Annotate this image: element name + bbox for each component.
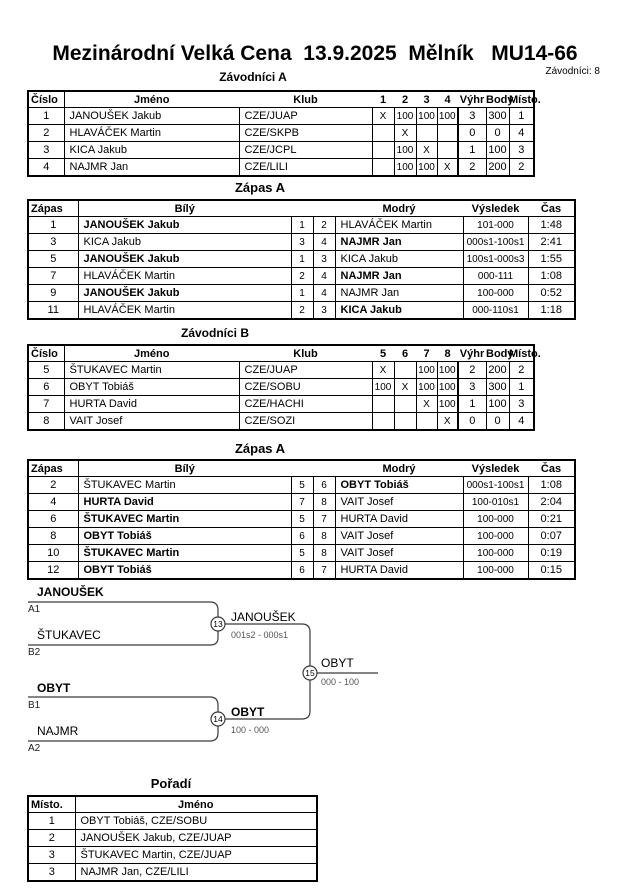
cell-wins: 3 xyxy=(458,379,486,396)
col-header-opp7: 7 xyxy=(416,345,437,362)
cell-result: 000s1-100s1 xyxy=(463,234,528,251)
col-header-number: Číslo xyxy=(28,91,64,108)
table-row xyxy=(28,217,575,234)
cell-white: ŠTUKAVEC Martin xyxy=(78,545,291,562)
cell-wins: 3 xyxy=(458,108,486,125)
match-number-15: 15 xyxy=(305,668,315,678)
cell-time: 0:21 xyxy=(528,511,575,528)
cell-club: CZE/SKPB xyxy=(239,125,372,142)
finals-bracket xyxy=(0,580,630,780)
cell-blue-no: 4 xyxy=(313,234,335,251)
col-header-blue: Modrý xyxy=(335,460,463,477)
standings-header-row xyxy=(28,796,317,813)
table-row xyxy=(28,125,534,142)
cell-white: KICA Jakub xyxy=(78,234,291,251)
cell-time: 1:55 xyxy=(528,251,575,268)
cell-blue: VAIT Josef xyxy=(335,494,463,511)
col-header-club: Klub xyxy=(239,91,372,108)
col-header-place: Místo. xyxy=(509,345,534,362)
cell-points: 100 xyxy=(486,142,509,159)
cell-blue-no: 8 xyxy=(313,528,335,545)
cell-number: 1 xyxy=(28,108,64,125)
section-heading-standings: Pořadí xyxy=(150,776,192,791)
bracket-score-15: 000 - 100 xyxy=(321,677,360,687)
cell-name: ŠTUKAVEC Martin xyxy=(64,362,239,379)
cell-blue-no: 8 xyxy=(313,494,335,511)
group-a-header-row xyxy=(28,91,534,108)
cell-grid xyxy=(372,142,394,159)
col-header-white: Bílý xyxy=(78,200,291,217)
cell-points: 100 xyxy=(486,396,509,413)
cell-points: 200 xyxy=(486,362,509,379)
matches-b-table xyxy=(27,459,576,580)
cell-time: 1:48 xyxy=(528,217,575,234)
cell-grid xyxy=(394,413,416,431)
table-row xyxy=(28,159,534,177)
col-header-opp1: 1 xyxy=(372,91,394,108)
cell-blue: KICA Jakub xyxy=(335,302,463,320)
cell-points: 200 xyxy=(486,159,509,177)
cell-match: 3 xyxy=(28,234,78,251)
cell-white: JANOUŠEK Jakub xyxy=(78,217,291,234)
table-row xyxy=(28,813,317,830)
col-header-white-no xyxy=(291,200,313,217)
table-row xyxy=(28,511,575,528)
cell-grid: 100 xyxy=(437,396,458,413)
cell-time: 1:08 xyxy=(528,477,575,494)
cell-white-no: 5 xyxy=(291,545,313,562)
cell-place: 1 xyxy=(28,813,75,830)
cell-white-no: 5 xyxy=(291,477,313,494)
cell-white-no: 1 xyxy=(291,251,313,268)
cell-time: 2:04 xyxy=(528,494,575,511)
col-header-opp4: 4 xyxy=(437,91,458,108)
cell-white-no: 2 xyxy=(291,302,313,320)
cell-result: 000-111 xyxy=(463,268,528,285)
cell-points: 0 xyxy=(486,413,509,431)
cell-blue: NAJMR Jan xyxy=(335,234,463,251)
col-header-name: Jméno xyxy=(75,796,317,813)
col-header-wins: Výhr xyxy=(458,91,486,108)
section-heading-group-b: Závodníci B xyxy=(180,326,249,340)
col-header-result: Výsledek xyxy=(463,460,528,477)
cell-points: 300 xyxy=(486,108,509,125)
cell-grid: X xyxy=(437,159,458,177)
cell-grid: 100 xyxy=(437,108,458,125)
bracket-winner-15: OBYT xyxy=(321,656,354,670)
cell-grid xyxy=(416,125,437,142)
cell-club: CZE/HACHI xyxy=(239,396,372,413)
table-row xyxy=(28,108,534,125)
table-row xyxy=(28,494,575,511)
cell-place: 3 xyxy=(28,847,75,864)
cell-name: JANOUŠEK Jakub, CZE/JUAP xyxy=(75,830,317,847)
cell-grid xyxy=(437,142,458,159)
col-header-white: Bílý xyxy=(78,460,291,477)
cell-number: 3 xyxy=(28,142,64,159)
cell-name: NAJMR Jan, CZE/LILI xyxy=(75,864,317,882)
cell-grid: X xyxy=(394,125,416,142)
col-header-match: Zápas xyxy=(28,200,78,217)
cell-white: ŠTUKAVEC Martin xyxy=(78,511,291,528)
bracket-name-b2: ŠTUKAVEC xyxy=(37,628,101,642)
cell-grid: 100 xyxy=(372,379,394,396)
cell-grid: X xyxy=(416,142,437,159)
cell-place: 4 xyxy=(509,125,534,142)
col-header-opp2: 2 xyxy=(394,91,416,108)
cell-white: OBYT Tobiáš xyxy=(78,528,291,545)
table-row xyxy=(28,847,317,864)
col-header-place: Místo. xyxy=(509,91,534,108)
cell-time: 0:15 xyxy=(528,562,575,580)
cell-place: 1 xyxy=(509,379,534,396)
cell-white: HURTA David xyxy=(78,494,291,511)
col-header-name: Jméno xyxy=(64,91,239,108)
table-row xyxy=(28,285,575,302)
cell-white: OBYT Tobiáš xyxy=(78,562,291,580)
cell-place: 3 xyxy=(28,864,75,882)
cell-blue: KICA Jakub xyxy=(335,251,463,268)
cell-time: 0:52 xyxy=(528,285,575,302)
cell-match: 1 xyxy=(28,217,78,234)
cell-club: CZE/SOZI xyxy=(239,413,372,431)
cell-result: 100-000 xyxy=(463,545,528,562)
cell-result: 100-000 xyxy=(463,285,528,302)
cell-wins: 0 xyxy=(458,125,486,142)
bracket-seed-b2: B2 xyxy=(28,647,41,658)
cell-white-no: 1 xyxy=(291,285,313,302)
cell-blue-no: 4 xyxy=(313,268,335,285)
cell-grid xyxy=(394,396,416,413)
cell-wins: 1 xyxy=(458,142,486,159)
cell-grid xyxy=(372,396,394,413)
cell-match: 6 xyxy=(28,511,78,528)
cell-blue-no: 3 xyxy=(313,302,335,320)
cell-white-no: 6 xyxy=(291,562,313,580)
cell-grid xyxy=(372,413,394,431)
cell-name: OBYT Tobiáš, CZE/SOBU xyxy=(75,813,317,830)
table-row xyxy=(28,477,575,494)
section-heading-matches-a: Zápas A xyxy=(234,180,286,195)
cell-grid: X xyxy=(437,413,458,431)
cell-blue-no: 3 xyxy=(313,251,335,268)
cell-result: 000-110s1 xyxy=(463,302,528,320)
col-header-number: Číslo xyxy=(28,345,64,362)
cell-match: 8 xyxy=(28,528,78,545)
cell-grid xyxy=(372,125,394,142)
cell-name: OBYT Tobiáš xyxy=(64,379,239,396)
matches-b-header-row xyxy=(28,460,575,477)
cell-points: 300 xyxy=(486,379,509,396)
bracket-lines xyxy=(28,602,378,741)
bracket-seed-b1: B1 xyxy=(28,700,41,711)
cell-club: CZE/JCPL xyxy=(239,142,372,159)
cell-result: 100-000 xyxy=(463,562,528,580)
cell-name: NAJMR Jan xyxy=(64,159,239,177)
table-row xyxy=(28,413,534,431)
cell-result: 100-010s1 xyxy=(463,494,528,511)
bracket-seed-a1: A1 xyxy=(28,604,41,615)
cell-grid: 100 xyxy=(394,108,416,125)
cell-grid: 100 xyxy=(437,379,458,396)
cell-number: 7 xyxy=(28,396,64,413)
table-row xyxy=(28,362,534,379)
cell-match: 12 xyxy=(28,562,78,580)
cell-grid: 100 xyxy=(394,142,416,159)
cell-match: 9 xyxy=(28,285,78,302)
table-row xyxy=(28,830,317,847)
cell-number: 6 xyxy=(28,379,64,396)
col-header-white-no xyxy=(291,460,313,477)
cell-blue: HURTA David xyxy=(335,562,463,580)
cell-name: HLAVÁČEK Martin xyxy=(64,125,239,142)
cell-blue: NAJMR Jan xyxy=(335,268,463,285)
col-header-blue-no xyxy=(313,460,335,477)
col-header-opp8: 8 xyxy=(437,345,458,362)
col-header-result: Výsledek xyxy=(463,200,528,217)
cell-wins: 1 xyxy=(458,396,486,413)
matches-a-table xyxy=(27,199,576,320)
match-number-14: 14 xyxy=(213,714,223,724)
table-row xyxy=(28,268,575,285)
cell-time: 1:18 xyxy=(528,302,575,320)
cell-blue: OBYT Tobiáš xyxy=(335,477,463,494)
cell-name: KICA Jakub xyxy=(64,142,239,159)
cell-blue-no: 2 xyxy=(313,217,335,234)
col-header-time: Čas xyxy=(528,460,575,477)
cell-wins: 2 xyxy=(458,159,486,177)
page-title: Mezinárodní Velká Cena 13.9.2025 Mělník MU14-66 xyxy=(52,42,578,65)
cell-match: 11 xyxy=(28,302,78,320)
cell-white-no: 7 xyxy=(291,494,313,511)
col-header-match: Zápas xyxy=(28,460,78,477)
bracket-score-14: 100 - 000 xyxy=(231,725,270,735)
cell-time: 0:07 xyxy=(528,528,575,545)
cell-blue: HLAVÁČEK Martin xyxy=(335,217,463,234)
section-heading-group-a: Závodníci A xyxy=(219,70,287,84)
cell-result: 100-000 xyxy=(463,528,528,545)
cell-grid: 100 xyxy=(437,362,458,379)
bracket-name-b1: OBYT xyxy=(37,681,71,695)
cell-blue: VAIT Josef xyxy=(335,528,463,545)
matches-a-header-row xyxy=(28,200,575,217)
table-row xyxy=(28,142,534,159)
cell-place: 1 xyxy=(509,108,534,125)
cell-blue-no: 6 xyxy=(313,477,335,494)
cell-club: CZE/JUAP xyxy=(239,362,372,379)
cell-place: 3 xyxy=(509,142,534,159)
cell-name: ŠTUKAVEC Martin, CZE/JUAP xyxy=(75,847,317,864)
cell-grid: 100 xyxy=(416,108,437,125)
cell-place: 3 xyxy=(509,396,534,413)
cell-points: 0 xyxy=(486,125,509,142)
col-header-blue-no xyxy=(313,200,335,217)
cell-blue-no: 7 xyxy=(313,511,335,528)
cell-place: 2 xyxy=(28,830,75,847)
cell-number: 2 xyxy=(28,125,64,142)
cell-grid xyxy=(372,159,394,177)
cell-club: CZE/JUAP xyxy=(239,108,372,125)
cell-grid xyxy=(394,362,416,379)
table-row xyxy=(28,396,534,413)
cell-time: 2:41 xyxy=(528,234,575,251)
bracket-winner-14: OBYT xyxy=(231,705,265,719)
cell-white: HLAVÁČEK Martin xyxy=(78,302,291,320)
cell-blue-no: 8 xyxy=(313,545,335,562)
cell-white-no: 2 xyxy=(291,268,313,285)
cell-white: JANOUŠEK Jakub xyxy=(78,251,291,268)
cell-grid: X xyxy=(394,379,416,396)
cell-name: VAIT Josef xyxy=(64,413,239,431)
table-row xyxy=(28,379,534,396)
cell-blue: NAJMR Jan xyxy=(335,285,463,302)
cell-white-no: 1 xyxy=(291,217,313,234)
cell-place: 2 xyxy=(509,159,534,177)
cell-place: 2 xyxy=(509,362,534,379)
cell-match: 10 xyxy=(28,545,78,562)
cell-result: 100-000 xyxy=(463,511,528,528)
cell-grid: X xyxy=(416,396,437,413)
cell-white: ŠTUKAVEC Martin xyxy=(78,477,291,494)
col-header-points: Body xyxy=(486,91,509,108)
cell-wins: 2 xyxy=(458,362,486,379)
cell-number: 8 xyxy=(28,413,64,431)
col-header-place: Místo. xyxy=(28,796,75,813)
table-row xyxy=(28,562,575,580)
cell-white: JANOUŠEK Jakub xyxy=(78,285,291,302)
cell-grid xyxy=(416,413,437,431)
col-header-points: Body xyxy=(486,345,509,362)
cell-blue: VAIT Josef xyxy=(335,545,463,562)
table-row xyxy=(28,864,317,882)
cell-grid xyxy=(437,125,458,142)
group-b-header-row xyxy=(28,345,534,362)
table-row xyxy=(28,545,575,562)
bracket-seed-a2: A2 xyxy=(28,743,41,754)
col-header-name: Jméno xyxy=(64,345,239,362)
cell-place: 4 xyxy=(509,413,534,431)
cell-match: 4 xyxy=(28,494,78,511)
cell-grid: X xyxy=(372,362,394,379)
bracket-score-13: 001s2 - 000s1 xyxy=(231,630,289,640)
cell-white-no: 6 xyxy=(291,528,313,545)
group-b-table xyxy=(27,344,541,431)
competitors-count: Závodníci: 8 xyxy=(545,66,600,77)
cell-blue-no: 7 xyxy=(313,562,335,580)
cell-number: 5 xyxy=(28,362,64,379)
cell-club: CZE/LILI xyxy=(239,159,372,177)
match-number-13: 13 xyxy=(213,619,223,629)
cell-white-no: 5 xyxy=(291,511,313,528)
standings-table xyxy=(27,795,318,882)
cell-time: 0:19 xyxy=(528,545,575,562)
cell-match: 2 xyxy=(28,477,78,494)
col-header-opp3: 3 xyxy=(416,91,437,108)
cell-result: 100s1-000s3 xyxy=(463,251,528,268)
col-header-opp6: 6 xyxy=(394,345,416,362)
cell-match: 7 xyxy=(28,268,78,285)
cell-number: 4 xyxy=(28,159,64,177)
table-row xyxy=(28,528,575,545)
bracket-name-a1: JANOUŠEK xyxy=(37,585,104,599)
col-header-blue: Modrý xyxy=(335,200,463,217)
table-row xyxy=(28,251,575,268)
table-row xyxy=(28,234,575,251)
cell-grid: 100 xyxy=(416,362,437,379)
table-row xyxy=(28,302,575,320)
cell-name: JANOUŠEK Jakub xyxy=(64,108,239,125)
bracket-winner-13: JANOUŠEK xyxy=(231,610,296,624)
cell-result: 101-000 xyxy=(463,217,528,234)
cell-grid: 100 xyxy=(416,379,437,396)
cell-grid: X xyxy=(372,108,394,125)
cell-blue-no: 4 xyxy=(313,285,335,302)
cell-match: 5 xyxy=(28,251,78,268)
cell-result: 000s1-100s1 xyxy=(463,477,528,494)
bracket-name-a2: NAJMR xyxy=(37,724,79,738)
col-header-time: Čas xyxy=(528,200,575,217)
cell-white: HLAVÁČEK Martin xyxy=(78,268,291,285)
col-header-wins: Výhr xyxy=(458,345,486,362)
col-header-club: Klub xyxy=(239,345,372,362)
cell-grid: 100 xyxy=(416,159,437,177)
col-header-opp5: 5 xyxy=(372,345,394,362)
cell-wins: 0 xyxy=(458,413,486,431)
cell-blue: HURTA David xyxy=(335,511,463,528)
cell-name: HURTA David xyxy=(64,396,239,413)
cell-white-no: 3 xyxy=(291,234,313,251)
cell-grid: 100 xyxy=(394,159,416,177)
group-a-table xyxy=(27,90,541,177)
section-heading-matches-b: Zápas A xyxy=(234,441,286,456)
cell-time: 1:08 xyxy=(528,268,575,285)
cell-club: CZE/SOBU xyxy=(239,379,372,396)
